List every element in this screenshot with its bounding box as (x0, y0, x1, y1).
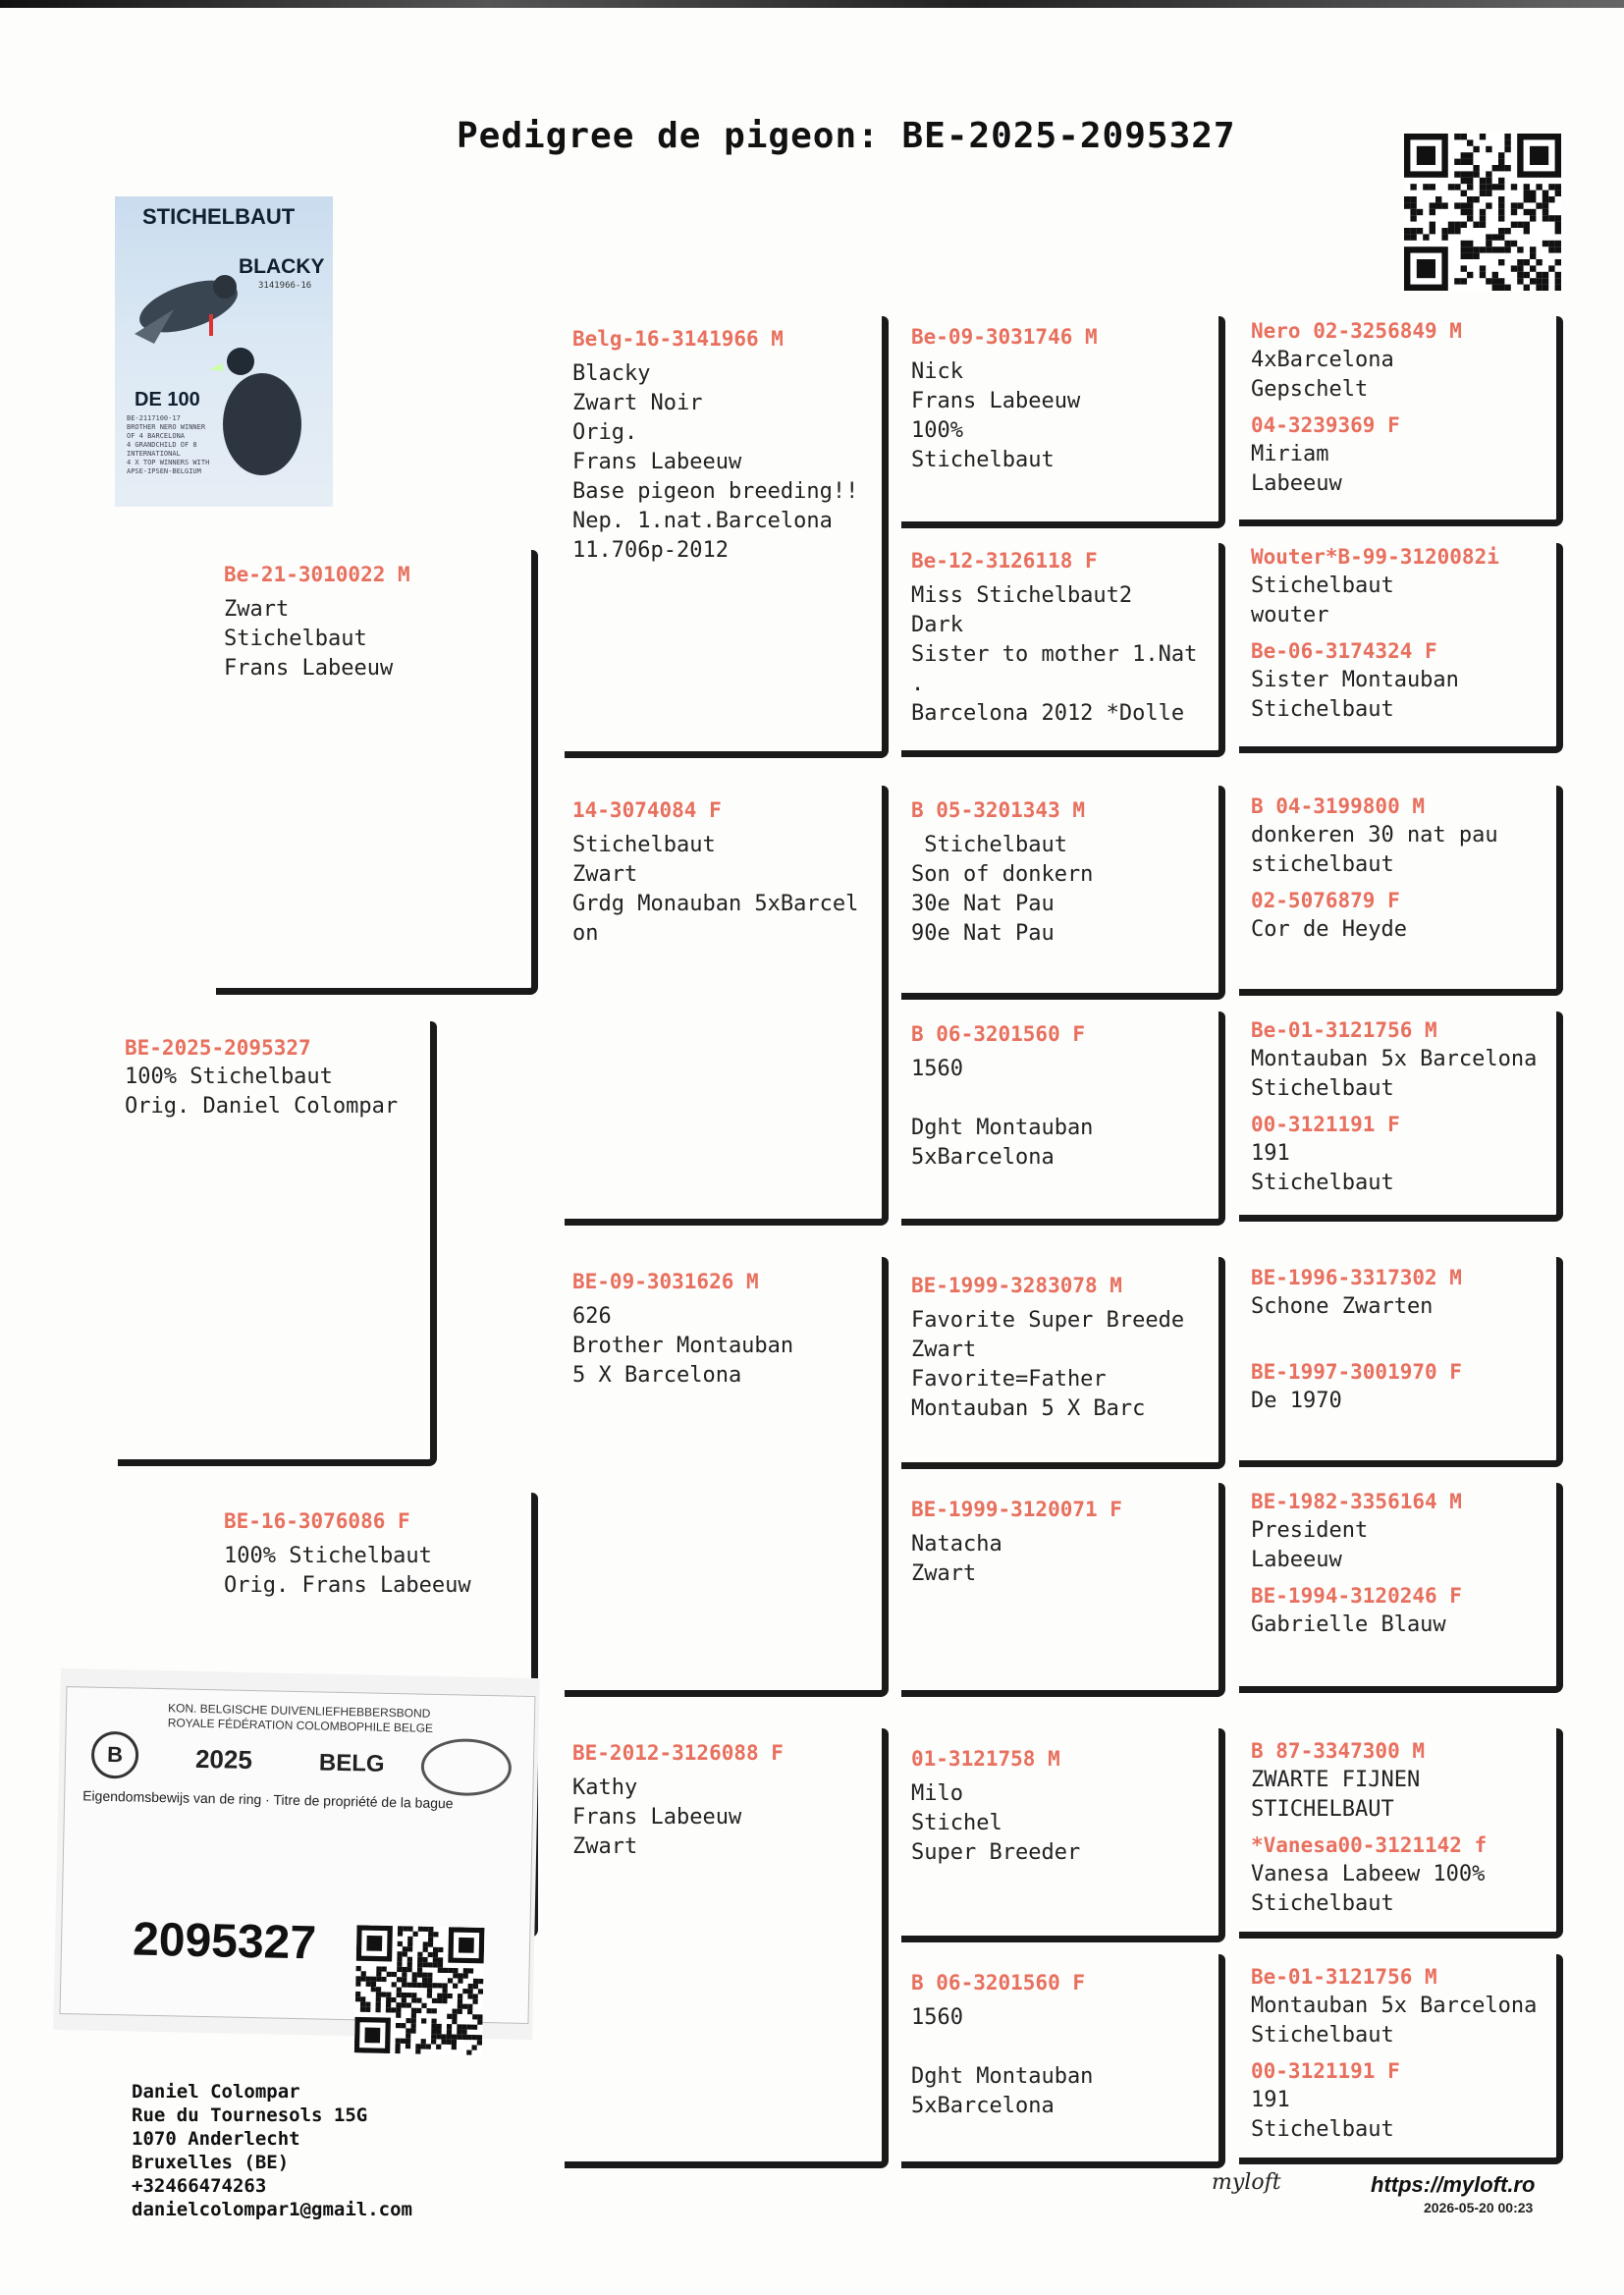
card-org: KON. BELGISCHE DUIVENLIEFHEBBERSBOND ROYALE FÉDÉRATION COLOMBOPHILE BELGE (167, 1701, 434, 1735)
photo-code: DE 100 (135, 389, 200, 410)
sd-entry: 14-3074084 F Stichelbaut Zwart Grdg Monauban 5xBarcel on (572, 795, 858, 949)
g4-entry: Be-01-3121756 M Montauban 5x Barcelona Stichelbaut 00-3121191 F 191 Stichelbaut (1251, 1018, 1538, 1195)
ssd-entry: Be-12-3126118 F Miss Stichelbaut2 Dark Sister to mother 1.Nat . Barcelona 2012 *Dolle (911, 549, 1198, 726)
g7-entry: B 87-3347300 M ZWARTE FIJNEN STICHELBAUT *Vanesa00-3121142 f Vanesa Labeew 100% Stichelbaut (1251, 1739, 1488, 1916)
card-inner (60, 1686, 536, 2024)
photo-breeder-name: STICHELBAUT (142, 204, 296, 229)
photo-caption: BE-2117100-17 BROTHER NERO WINNER OF 4 BARCELONA 4 GRANDCHILD OF 8 INTERNATIONAL 4 X TOP WINNERS WITH APSE-IPSEN-BELGIUM (127, 414, 210, 475)
photo-pigeon-name: BLACKY (239, 255, 325, 278)
sds-entry: B 05-3201343 M Stichelbaut Son of donkern 30e Nat Pau 90e Nat Pau (911, 798, 1094, 946)
dss-entry: BE-1999-3283078 M Favorite Super Breede Zwart Favorite=Father Montauban 5 X Barc (911, 1274, 1185, 1421)
ring-number: 14-3074084 F (572, 798, 722, 822)
ring-number: BE-2025-2095327 (125, 1036, 311, 1060)
card-country: BELG (318, 1749, 385, 1777)
footer-url[interactable]: https://myloft.ro (1371, 2172, 1536, 2197)
scan-edge (0, 0, 1624, 8)
ring-number: Belg-16-3141966 M (572, 327, 784, 351)
photo-ring: 3141966-16 (258, 281, 312, 291)
kbdb-logo-icon: B (91, 1731, 139, 1779)
page-title: Pedigree de pigeon: BE-2025-2095327 (457, 116, 1236, 156)
card-ring-number: 2095327 (132, 1913, 317, 1970)
myloft-logo: myloft (1212, 2170, 1281, 2195)
globe-logo-icon (420, 1738, 512, 1797)
sss-entry: Be-09-3031746 M Nick Frans Labeeuw 100% Stichelbaut (911, 325, 1098, 472)
subject-entry: BE-2025-2095327 100% Stichelbaut Orig. Daniel Colompar (125, 1033, 398, 1121)
owner-address: Daniel Colompar Rue du Tournesols 15G 1070 Anderlecht Bruxelles (BE) +32466474263 danielcolompar1@gmail.com (132, 2081, 412, 2220)
dam-entry: BE-16-3076086 F 100% Stichelbaut Orig. Frans Labeeuw (224, 1506, 471, 1601)
g6-entry: BE-1982-3356164 M President Labeeuw BE-1994-3120246 F Gabrielle Blauw (1251, 1490, 1462, 1637)
footer-date: 2026-05-20 00:23 (1424, 2200, 1534, 2215)
card-year: 2025 (194, 1743, 253, 1776)
ownership-card (53, 1668, 540, 2040)
card-property-text: Eigendomsbewijs van de ring · Titre de propriété de la bague (82, 1787, 454, 1812)
ddd-entry: B 06-3201560 F 1560 Dght Montauban 5xBarcelona (911, 1971, 1094, 2118)
qr-code-top (1404, 134, 1561, 291)
g8-entry: Be-01-3121756 M Montauban 5x Barcelona Stichelbaut 00-3121191 F 191 Stichelbaut (1251, 1965, 1538, 2142)
ring-number: Be-21-3010022 M (224, 563, 410, 586)
g2-entry: Wouter*B-99-3120082i Stichelbaut wouter Be-06-3174324 F Sister Montauban Stichelbaut (1251, 545, 1499, 722)
sdd-entry: B 06-3201560 F 1560 Dght Montauban 5xBarcelona (911, 1022, 1094, 1170)
ss-entry: Belg-16-3141966 M Blacky Zwart Noir Orig. Frans Labeeuw Base pigeon breeding!! Nep. 1.nat.Barcelona 11.706p-2012 (572, 324, 858, 566)
ring-number: BE-16-3076086 F (224, 1509, 410, 1533)
g5-entry: BE-1996-3317302 M Schone Zwarten BE-1997-3001970 F De 1970 (1251, 1266, 1462, 1413)
dds-entry: 01-3121758 M Milo Stichel Super Breeder (911, 1747, 1081, 1865)
pigeon-photo (115, 196, 333, 507)
g1-entry: Nero 02-3256849 M 4xBarcelona Gepschelt 04-3239369 F Miriam Labeeuw (1251, 319, 1462, 496)
g3-entry: B 04-3199800 M donkeren 30 nat pau stichelbaut 02-5076879 F Cor de Heyde (1251, 794, 1498, 942)
sire-entry: Be-21-3010022 M Zwart Stichelbaut Frans Labeeuw (224, 560, 410, 683)
qr-code-card (354, 1925, 485, 2055)
ring-number: BE-2012-3126088 F (572, 1741, 784, 1765)
dd-entry: BE-2012-3126088 F Kathy Frans Labeeuw Zwart (572, 1738, 784, 1862)
ring-number: BE-09-3031626 M (572, 1270, 759, 1293)
ds-entry: BE-09-3031626 M 626 Brother Montauban 5 X Barcelona (572, 1267, 793, 1391)
dsd-entry: BE-1999-3120071 F Natacha Zwart (911, 1498, 1122, 1586)
